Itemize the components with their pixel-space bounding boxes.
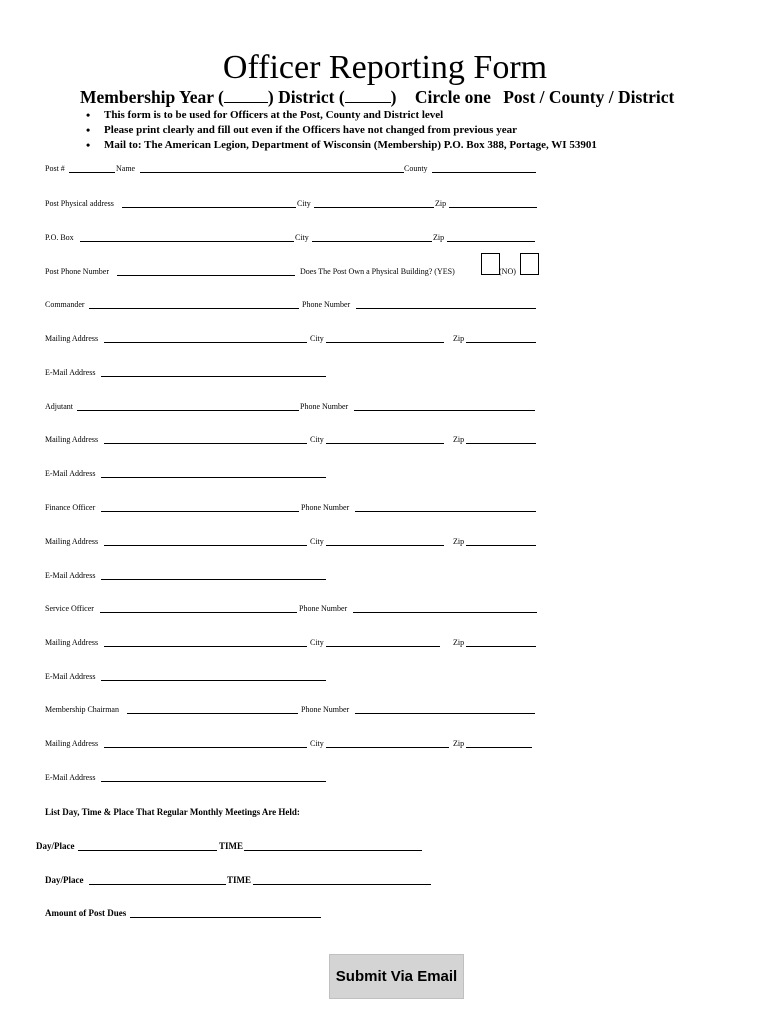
email-label: E-Mail Address bbox=[45, 773, 96, 782]
instruction-item: • Mail to: The American Legion, Department of Wisconsin (Membership) P.O. Box 388, Portage, WI 53901 bbox=[86, 138, 597, 153]
post-dues-field[interactable] bbox=[130, 917, 321, 918]
mailing-address-field[interactable] bbox=[104, 545, 307, 546]
city-label: City bbox=[310, 638, 324, 647]
paren-close: ) bbox=[390, 87, 397, 107]
zip-label: Zip bbox=[433, 233, 445, 242]
time-label: TIME bbox=[227, 875, 252, 885]
time-label: TIME bbox=[219, 841, 244, 851]
zip-field[interactable] bbox=[466, 342, 536, 343]
phone-number-field[interactable] bbox=[353, 612, 537, 613]
city-field[interactable] bbox=[326, 545, 444, 546]
city-field[interactable] bbox=[314, 207, 434, 208]
membership-chairman-field[interactable] bbox=[127, 713, 298, 714]
membership-district-line bbox=[80, 86, 674, 108]
phone-number-label: Phone Number bbox=[302, 300, 351, 309]
zip-field[interactable] bbox=[466, 443, 536, 444]
city-field[interactable] bbox=[326, 646, 440, 647]
post-physical-address-field[interactable] bbox=[122, 207, 296, 208]
email-field[interactable] bbox=[101, 579, 326, 580]
finance-officer-label: Finance Officer bbox=[45, 503, 96, 512]
day-place-field[interactable] bbox=[78, 850, 217, 851]
commander-field[interactable] bbox=[89, 308, 299, 309]
city-field[interactable] bbox=[326, 747, 449, 748]
po-box-label: P.O. Box bbox=[45, 233, 74, 242]
po-box-field[interactable] bbox=[80, 241, 294, 242]
mailing-address-label: Mailing Address bbox=[45, 739, 99, 748]
zip-field[interactable] bbox=[447, 241, 535, 242]
yes-checkbox[interactable] bbox=[481, 253, 500, 275]
commander-label: Commander bbox=[45, 300, 85, 309]
phone-number-field[interactable] bbox=[355, 511, 536, 512]
post-number-field[interactable] bbox=[69, 172, 115, 173]
city-field[interactable] bbox=[326, 342, 444, 343]
phone-number-field[interactable] bbox=[355, 713, 535, 714]
post-dues-label: Amount of Post Dues bbox=[45, 908, 127, 918]
county-field[interactable] bbox=[432, 172, 536, 173]
zip-field[interactable] bbox=[466, 646, 536, 647]
email-field[interactable] bbox=[101, 781, 326, 782]
building-question-label: Does The Post Own a Physical Building? (YES) bbox=[300, 267, 455, 276]
meetings-heading: List Day, Time & Place That Regular Monthly Meetings Are Held: bbox=[45, 807, 300, 817]
membership-year-field[interactable] bbox=[224, 88, 268, 103]
phone-number-field[interactable] bbox=[356, 308, 536, 309]
no-checkbox[interactable] bbox=[520, 253, 539, 275]
mailing-address-field[interactable] bbox=[104, 646, 307, 647]
mailing-address-label: Mailing Address bbox=[45, 638, 99, 647]
email-label: E-Mail Address bbox=[45, 672, 96, 681]
instruction-item: • Please print clearly and fill out even if the Officers have not changed from previous year bbox=[86, 123, 597, 138]
phone-number-label: Phone Number bbox=[300, 402, 349, 411]
city-label: City bbox=[310, 537, 324, 546]
city-field[interactable] bbox=[312, 241, 432, 242]
finance-officer-field[interactable] bbox=[101, 511, 299, 512]
city-label: City bbox=[310, 435, 324, 444]
zip-field[interactable] bbox=[449, 207, 537, 208]
zip-field[interactable] bbox=[466, 545, 536, 546]
city-label: City bbox=[295, 233, 309, 242]
level-options[interactable]: Post / County / District bbox=[503, 87, 675, 107]
instruction-item: • This form is to be used for Officers at the Post, County and District level bbox=[86, 108, 597, 123]
email-label: E-Mail Address bbox=[45, 571, 96, 580]
email-field[interactable] bbox=[101, 477, 326, 478]
post-phone-field[interactable] bbox=[117, 275, 295, 276]
submit-via-email-button[interactable]: Submit Via Email bbox=[329, 954, 464, 999]
time-field[interactable] bbox=[253, 884, 431, 885]
mailing-address-label: Mailing Address bbox=[45, 334, 99, 343]
city-label: City bbox=[310, 739, 324, 748]
city-label: City bbox=[297, 199, 311, 208]
city-field[interactable] bbox=[326, 443, 444, 444]
mailing-address-field[interactable] bbox=[104, 747, 307, 748]
post-phone-label: Post Phone Number bbox=[45, 267, 109, 276]
district-field[interactable] bbox=[345, 88, 391, 103]
zip-label: Zip bbox=[453, 638, 465, 647]
mailing-address-label: Mailing Address bbox=[45, 435, 99, 444]
mailing-address-field[interactable] bbox=[104, 443, 307, 444]
no-label: (NO) bbox=[499, 267, 516, 276]
email-field[interactable] bbox=[101, 680, 326, 681]
circle-one-label: Circle one bbox=[414, 87, 491, 107]
day-place-field[interactable] bbox=[89, 884, 226, 885]
zip-label: Zip bbox=[453, 334, 465, 343]
county-label: County bbox=[404, 164, 428, 173]
zip-label: Zip bbox=[453, 739, 465, 748]
phone-number-field[interactable] bbox=[354, 410, 535, 411]
phone-number-label: Phone Number bbox=[301, 503, 350, 512]
membership-chairman-label: Membership Chairman bbox=[45, 705, 119, 714]
time-field[interactable] bbox=[244, 850, 422, 851]
day-place-label: Day/Place bbox=[45, 875, 84, 885]
phone-number-label: Phone Number bbox=[301, 705, 350, 714]
name-field[interactable] bbox=[140, 172, 404, 173]
membership-year-label: Membership Year ( bbox=[80, 87, 224, 107]
service-officer-label: Service Officer bbox=[45, 604, 94, 613]
form-title: Officer Reporting Form bbox=[222, 49, 548, 86]
service-officer-field[interactable] bbox=[100, 612, 297, 613]
mailing-address-label: Mailing Address bbox=[45, 537, 99, 546]
post-number-label: Post # bbox=[45, 164, 65, 173]
zip-label: Zip bbox=[435, 199, 447, 208]
adjutant-label: Adjutant bbox=[45, 402, 73, 411]
district-label: District ( bbox=[278, 87, 345, 107]
zip-label: Zip bbox=[453, 537, 465, 546]
mailing-address-field[interactable] bbox=[104, 342, 307, 343]
email-label: E-Mail Address bbox=[45, 469, 96, 478]
email-label: E-Mail Address bbox=[45, 368, 96, 377]
adjutant-field[interactable] bbox=[77, 410, 299, 411]
phone-number-label: Phone Number bbox=[299, 604, 348, 613]
post-physical-address-label: Post Physical address bbox=[45, 199, 114, 208]
instructions-list bbox=[86, 108, 597, 153]
zip-label: Zip bbox=[453, 435, 465, 444]
paren-close: ) bbox=[267, 87, 274, 107]
zip-field[interactable] bbox=[466, 747, 532, 748]
city-label: City bbox=[310, 334, 324, 343]
name-label: Name bbox=[116, 164, 136, 173]
day-place-label: Day/Place bbox=[36, 841, 75, 851]
email-field[interactable] bbox=[101, 376, 326, 377]
